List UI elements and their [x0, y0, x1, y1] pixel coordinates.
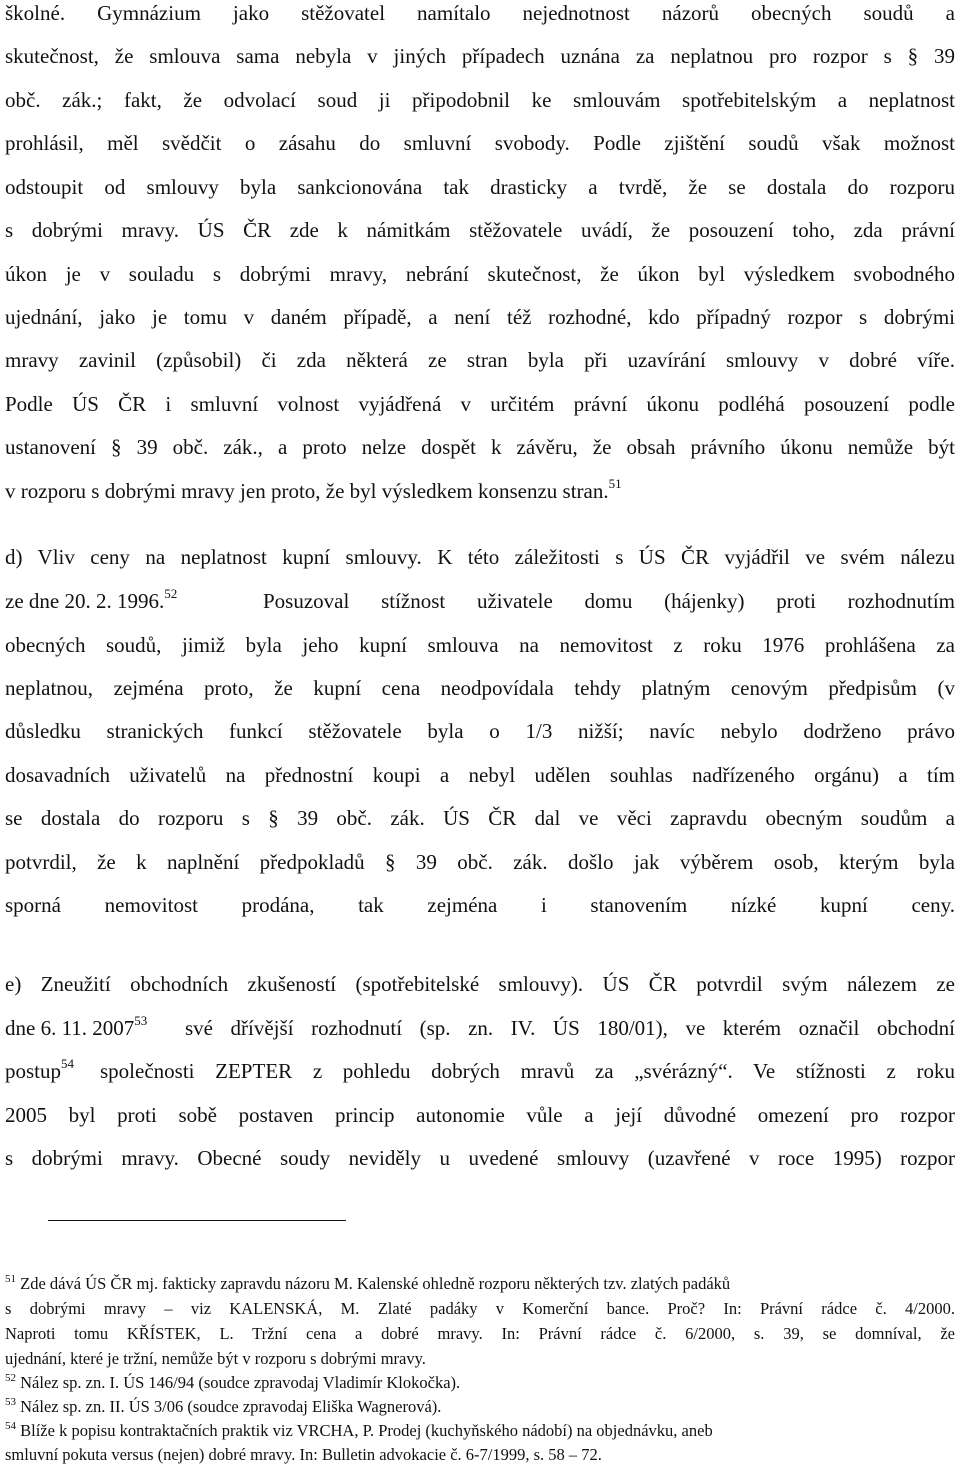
footnote-number: 54 [5, 1420, 16, 1432]
body-line: s dobrými mravy. ÚS ČR zde k námitkám stěžovatele uvádí, že posouzení toho, zda právní [5, 218, 955, 242]
footnote-text: Nález sp. zn. II. ÚS 3/06 (soudce zpravodaj Eliška Wagnerová). [20, 1397, 442, 1416]
body-line [5, 588, 955, 617]
body-line: Podle ÚS ČR i smluvní volnost vyjádřená v určitém právní úkonu podléhá posouzení podle [5, 392, 955, 416]
body-line: prohlásil, měl svědčit o zásahu do smluvní svobody. Podle zjištění soudů však možnost [5, 131, 955, 155]
body-line: 2005 byl proti sobě postaven princip autonomie vůle a její důvodné omezení pro rozpor [5, 1103, 955, 1127]
footnote-text: Nález sp. zn. I. ÚS 146/94 (soudce zpravodaj Vladimír Klokočka). [20, 1373, 461, 1392]
body-line [5, 1058, 955, 1087]
body-line: mravy zavinil (způsobil) či zda některá ze stran byla při uzavírání smlouvy v dobré víře. [5, 348, 955, 372]
footnote-number: 53 [5, 1396, 16, 1408]
body-line [5, 1015, 955, 1044]
body-line: neplatnou, zejména proto, že kupní cena neodpovídala tehdy platným cenovým předpisům (v [5, 676, 955, 700]
footnote-ref-53[interactable]: 53 [134, 1013, 148, 1028]
footnote-51 [5, 1274, 955, 1296]
footnote-line: ujednání, které je tržní, nemůže být v rozporu s dobrými mravy. [5, 1349, 426, 1368]
body-line: e) Zneužití obchodních zkušeností (spotřebitelské smlouvy). ÚS ČR potvrdil svým nálezem ze [5, 972, 955, 996]
body-line-text: v rozporu s dobrými mravy jen proto, že byl výsledkem konsenzu stran. [5, 479, 609, 503]
body-line: potvrdil, že k naplnění předpokladů § 39 obč. zák. došlo jak výběrem osob, kterým byla [5, 850, 955, 874]
body-line: d) Vliv ceny na neplatnost kupní smlouvy. K této záležitosti s ÚS ČR vyjádřil ve svém nálezu [5, 545, 955, 569]
footnote-ref-54[interactable]: 54 [61, 1056, 75, 1071]
footnote-54 [5, 1421, 955, 1443]
body-line-text: ze dne 20. 2. 1996. [5, 589, 165, 613]
footnote-53 [5, 1397, 955, 1419]
body-line: sporná nemovitost prodána, tak zejména i stanovením nízké kupní ceny. [5, 893, 955, 917]
body-line: obecných soudů, jimiž byla jeho kupní smlouva na nemovitost z roku 1976 prohlášena za [5, 633, 955, 657]
footnote-ref-52[interactable]: 52 [164, 586, 178, 601]
body-line: s dobrými mravy. Obecné soudy neviděly u uvedené smlouvy (uzavřené v roce 1995) rozpor [5, 1146, 955, 1170]
footnote-line: smluvní pokuta versus (nejen) dobré mravy. In: Bulletin advokacie č. 6-7/1999, s. 58 – 72. [5, 1445, 602, 1464]
footnote-line: s dobrými mravy – viz KALENSKÁ, M. Zlaté padáky v Komerční bance. Proč? In: Právní rádce č. 4/2000. [5, 1299, 955, 1318]
footnote-text: Blíže k popisu kontraktačních praktik viz VRCHA, P. Prodej (kuchyňského nádobí) na objednávku, aneb [20, 1421, 713, 1440]
footnote-52 [5, 1373, 955, 1395]
footnote-separator [48, 1220, 346, 1221]
footnote-text: Zde dává ÚS ČR mj. fakticky zapravdu názoru M. Kalenské ohledně rozporu některých tzv. zlatých padáků [20, 1274, 731, 1293]
body-line [5, 478, 955, 507]
body-line: se dostala do rozporu s § 39 obč. zák. ÚS ČR dal ve věci zapravdu obecným soudům a [5, 806, 955, 830]
footnote-number: 51 [5, 1273, 16, 1285]
body-line: důsledku stranických funkcí stěžovatele byla o 1/3 nižší; navíc nebylo dodrženo právo [5, 719, 955, 743]
body-line: ujednání, jako je tomu v daném případě, a není též rozhodné, kdo případný rozpor s dobrými [5, 305, 955, 329]
body-line-text: postup [5, 1059, 62, 1083]
body-line: skutečnost, že smlouva sama nebyla v jiných případech uznána za neplatnou pro rozpor s § 39 [5, 44, 955, 68]
body-line-text: Posuzoval stížnost uživatele domu (hájenky) proti rozhodnutím [263, 589, 955, 613]
body-line: úkon je v souladu s dobrými mravy, nebrání skutečnost, že úkon byl výsledkem svobodného [5, 262, 955, 286]
body-line: ustanovení § 39 obč. zák., a proto nelze dospět k závěru, že obsah právního úkonu nemůže být [5, 435, 955, 459]
body-line: odstoupit od smlouvy byla sankcionována tak drasticky a tvrdě, že se dostala do rozporu [5, 175, 955, 199]
body-line: obč. zák.; fakt, že odvolací soud ji připodobnil ke smlouvám spotřebitelským a neplatnost [5, 88, 955, 112]
body-line-text: dne 6. 11. 2007 [5, 1016, 135, 1040]
footnote-ref-51[interactable]: 51 [608, 476, 622, 491]
body-line: školné. Gymnázium jako stěžovatel namítalo nejednotnost názorů obecných soudů a [5, 1, 955, 25]
footnote-line: Naproti tomu KŘÍSTEK, L. Tržní cena a dobré mravy. In: Právní rádce č. 6/2000, s. 39, se domníval, že [5, 1324, 955, 1343]
footnote-number: 52 [5, 1372, 16, 1384]
body-line: dosavadních uživatelů na přednostní koupi a nebyl udělen souhlas nadřízeného orgánu) a tím [5, 763, 955, 787]
body-line-text: společnosti ZEPTER z pohledu dobrých mravů za „svérázný“. Ve stížnosti z roku [100, 1059, 955, 1083]
body-line-text: své dřívější rozhodnutí (sp. zn. IV. ÚS 180/01), ve kterém označil obchodní [185, 1016, 955, 1040]
